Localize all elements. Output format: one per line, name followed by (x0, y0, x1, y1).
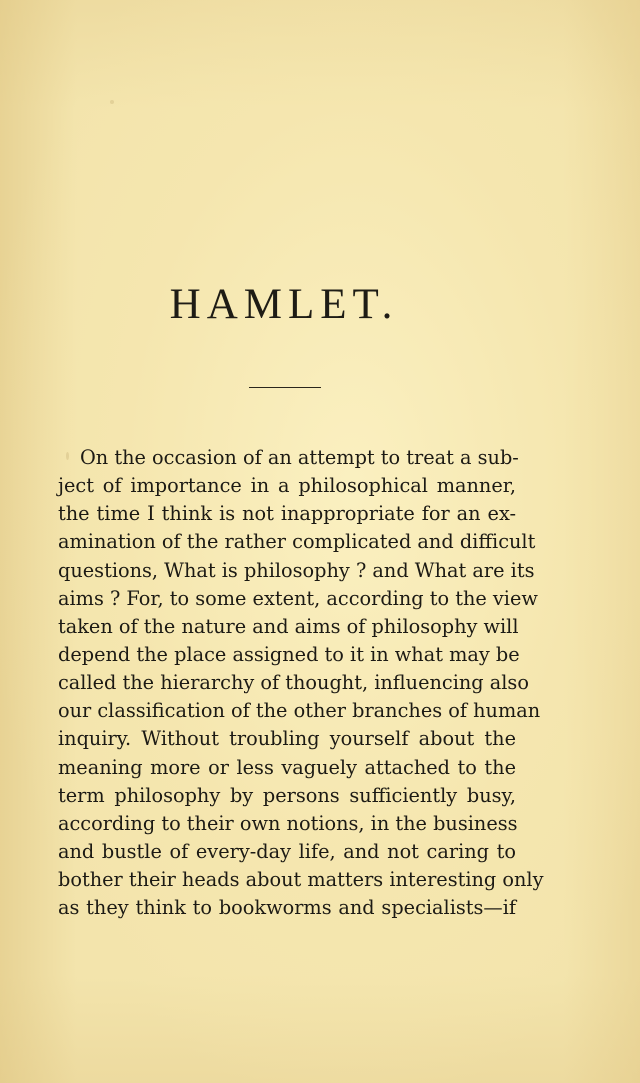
text-line: the time I think is not inappropriate for an ex- (58, 502, 516, 526)
text-line: term philosophy by persons sufficiently busy, (58, 783, 516, 807)
text-line: and bustle of every-day life, and not caring to (58, 839, 516, 863)
text-line: according to their own notions, in the business (58, 811, 518, 835)
text-line: bother their heads about matters interesting only (58, 868, 544, 892)
body-paragraph (58, 444, 544, 922)
page-title: HAMLET. (169, 281, 399, 328)
text-line: ject of importance in a philosophical manner, (58, 474, 516, 498)
title-rule (249, 387, 321, 388)
text-line: inquiry. Without troubling yourself about the (58, 727, 516, 751)
text-line: depend the place assigned to it in what may be (58, 642, 520, 666)
text-line: aims ? For, to some extent, according to the view (58, 586, 538, 610)
text-line: amination of the rather complicated and difficult (58, 530, 536, 554)
text-line: called the hierarchy of thought, influencing also (58, 671, 529, 695)
text-line: On the occasion of an attempt to treat a sub- (80, 446, 519, 469)
text-line: taken of the nature and aims of philosophy will (58, 614, 519, 638)
text-line: our classification of the other branches of human (58, 699, 541, 723)
text-line: as they think to bookworms and specialists—if (58, 896, 516, 920)
text-line: questions, What is philosophy ? and What are its (58, 558, 535, 582)
text-line: meaning more or less vaguely attached to the (58, 755, 516, 779)
paper-speck (110, 100, 114, 104)
